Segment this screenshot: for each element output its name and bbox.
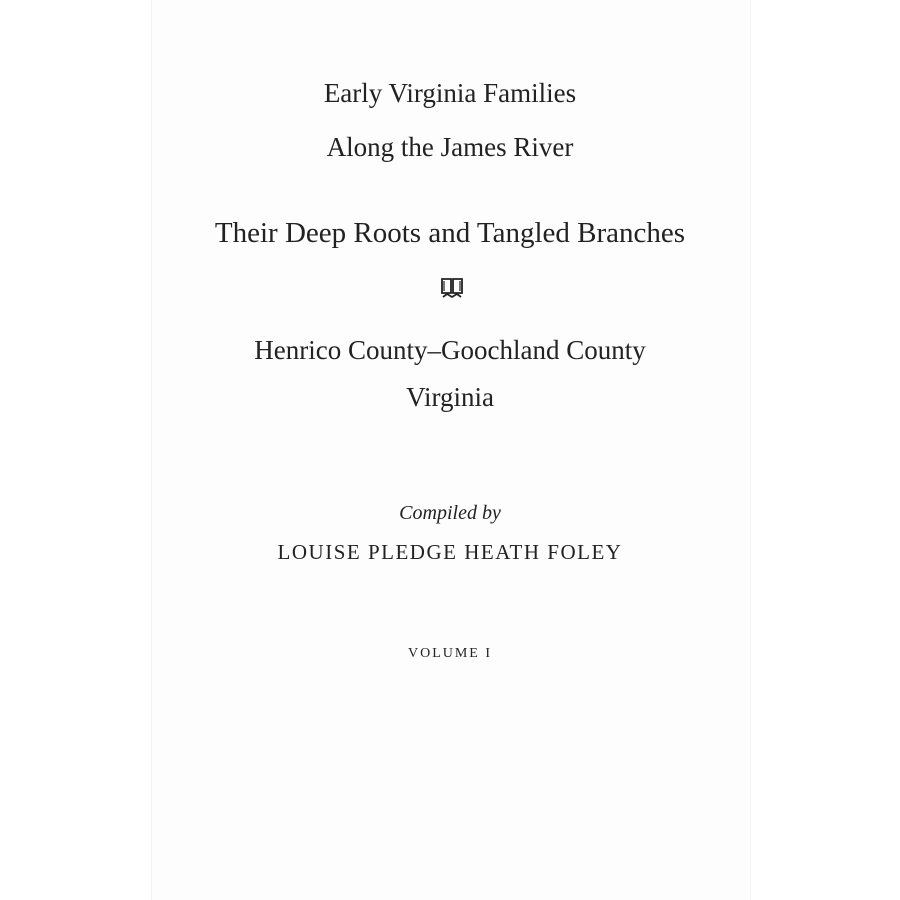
volume-label: VOLUME I (407, 646, 493, 661)
subtitle: Their Deep Roots and Tangled Branches (214, 217, 686, 249)
open-book-icon (440, 276, 464, 300)
compiled-by-label: Compiled by (399, 502, 501, 524)
title-line-1: Early Virginia Families (323, 78, 577, 108)
author-name: LOUISE PLEDGE HEATH FOLEY (277, 540, 623, 564)
state: Virginia (406, 382, 494, 412)
title-line-2: Along the James River (326, 132, 574, 162)
counties: Henrico County–Goochland County (254, 335, 646, 365)
